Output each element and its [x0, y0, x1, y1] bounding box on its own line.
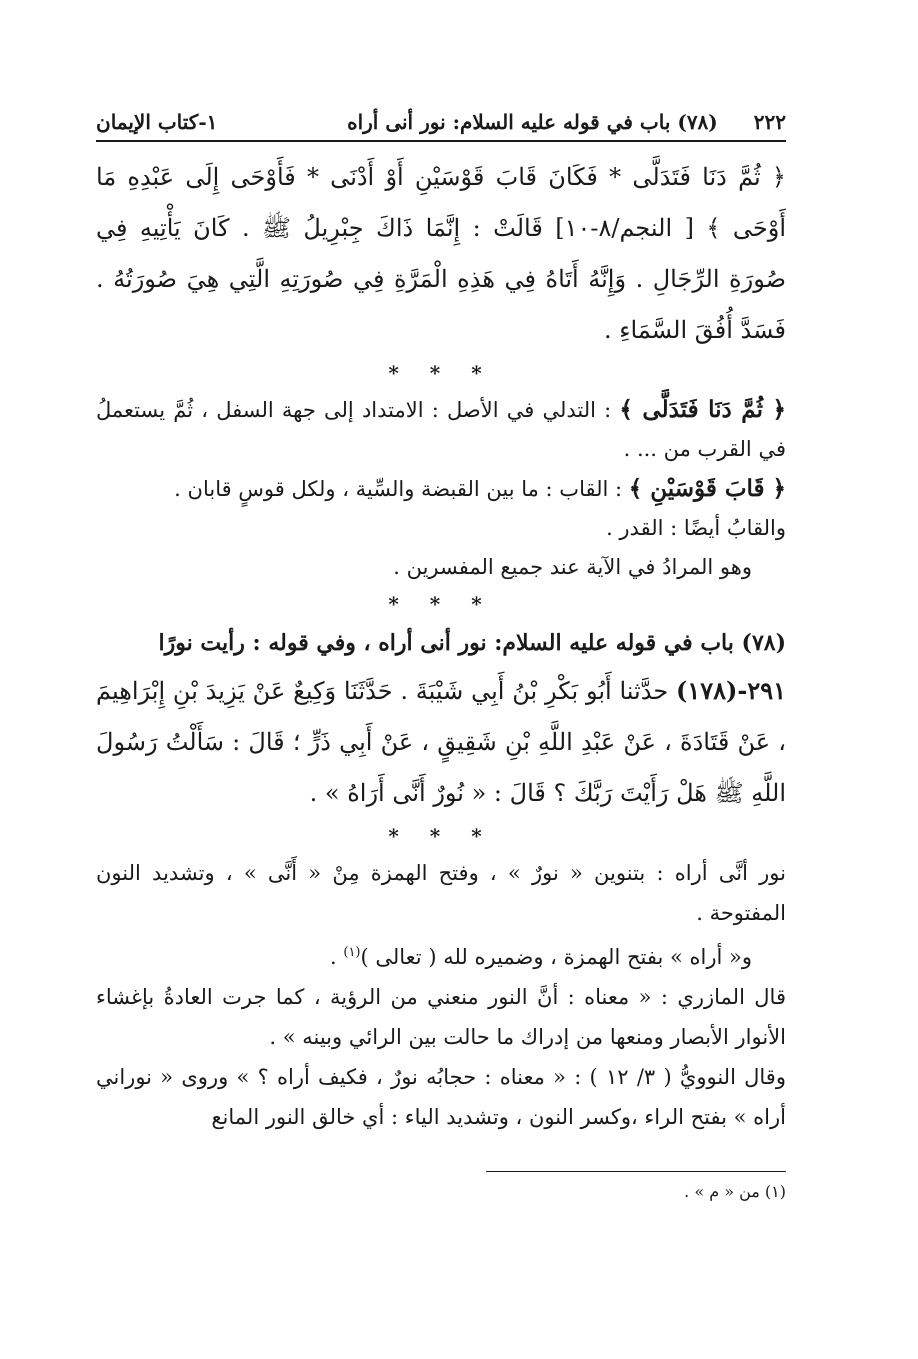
hadith-paragraph	[96, 665, 786, 819]
gloss-item	[96, 548, 786, 587]
gloss-item	[96, 390, 786, 469]
commentary-text-tail: .	[330, 945, 344, 969]
commentary-paragraph: قال المازري : « معناه : أنَّ النور منعني من الرؤية ، كما جرت العادةُ بإغشاء الأنوار الأبصار ومنعها من إدراك ما حالت بين الرائي وبينه » .	[96, 985, 786, 1049]
footnote: (١) من « م » .	[684, 1182, 786, 1201]
gloss-text: وهو المرادُ في الآية عند جميع المفسرين .	[393, 555, 752, 579]
gloss-item	[96, 469, 786, 509]
chapter-heading: (٧٨) باب في قوله عليه السلام: نور أنى أراه ، وفي قوله : رأيت نورًا	[158, 630, 786, 656]
book-page	[96, 110, 786, 1201]
commentary-text: و« أراه » بفتح الهمزة ، وضميره لله ( تعالى )	[360, 945, 752, 969]
gloss-text: : التدلي في الأصل : الامتداد إلى جهة السفل ، ثُمَّ يستعملُ في القرب من ... .	[96, 398, 786, 461]
hadith-text: حدَّثنا أَبُو بَكْرِ بْنُ أَبِي شَيْبَةَ . حَدَّثَنَا وَكِيعٌ عَنْ يَزِيدَ بْنِ إِبْرَاهِيمَ ، عَنْ قَتَادَةَ ، عَنْ عَبْدِ اللَّهِ بْنِ شَقِيقٍ ، عَنْ أَبِي ذَرٍّ ؛ قَالَ : سَأَلْتُ رَسُولَ اللَّهِ ﷺ هَلْ رَأَيْتَ رَبَّكَ ؟ قَالَ : « نُورٌ أَنَّى أَرَاهُ » .	[96, 677, 786, 807]
commentary-paragraph	[96, 933, 786, 977]
page-number: ٢٢٢	[753, 110, 786, 134]
running-header	[96, 110, 786, 142]
section-separator: * * *	[388, 824, 494, 848]
gloss-text: : القاب : ما بين القبضة والسِّية ، ولكل قوسٍ قابان .	[174, 477, 623, 501]
commentary-block	[96, 853, 786, 1137]
running-chapter-title: (٧٨) باب في قوله عليه السلام: نور أنى أراه	[347, 110, 718, 134]
footnote-divider	[486, 1171, 786, 1172]
glosses-block	[96, 390, 786, 587]
commentary-paragraph: نور أنَّى أراه : بتنوين « نورٌ » ، وفتح الهمزة مِنْ « أَنَّى » ، وتشديد النون المفتوحة .	[96, 861, 786, 925]
gloss-text: والقابُ أيضًا : القدر .	[606, 516, 786, 540]
gloss-item	[96, 509, 786, 548]
verse-paragraph: ﴿ ثُمَّ دَنَا فَتَدَلَّى * فَكَانَ قَابَ قَوْسَيْنِ أَوْ أَدْنَى * فَأَوْحَى إِلَى عَبْدِهِ مَا أَوْحَى ﴾ [ النجم/٨-١٠] قَالَتْ : إِنَّمَا ذَاكَ جِبْرِيلُ ﷺ . كَانَ يَأْتِيهِ فِي صُورَةِ الرِّجَالِ . وَإِنَّهُ أَتَاهُ فِي هَذِهِ الْمَرَّةِ فِي صُورَتِهِ الَّتِي هِيَ صُورَتُهُ . فَسَدَّ أُفُقَ السَّمَاءِ .	[96, 163, 786, 344]
hadith-number: ٢٩١-(١٧٨)	[675, 676, 786, 705]
running-book-title: ١-كتاب الإيمان	[96, 110, 218, 134]
section-separator: * * *	[388, 361, 494, 385]
section-separator: * * *	[388, 592, 494, 616]
footnote-reference[interactable]: (١)	[343, 945, 361, 960]
gloss-term: ﴿ قَابَ قَوْسَيْنِ ﴾	[628, 475, 786, 502]
gloss-term: ﴿ ثُمَّ دَنَا فَتَدَلَّى ﴾	[619, 396, 786, 423]
commentary-paragraph: وقال النوويُّ ( ٣/ ١٢ ) : « معناه : حجابُه نورٌ ، فكيف أراه ؟ » وروى « نوراني أراه » بفتح الراء ،وكسر النون ، وتشديد الياء : أي خالق النور المانع	[96, 1065, 786, 1129]
